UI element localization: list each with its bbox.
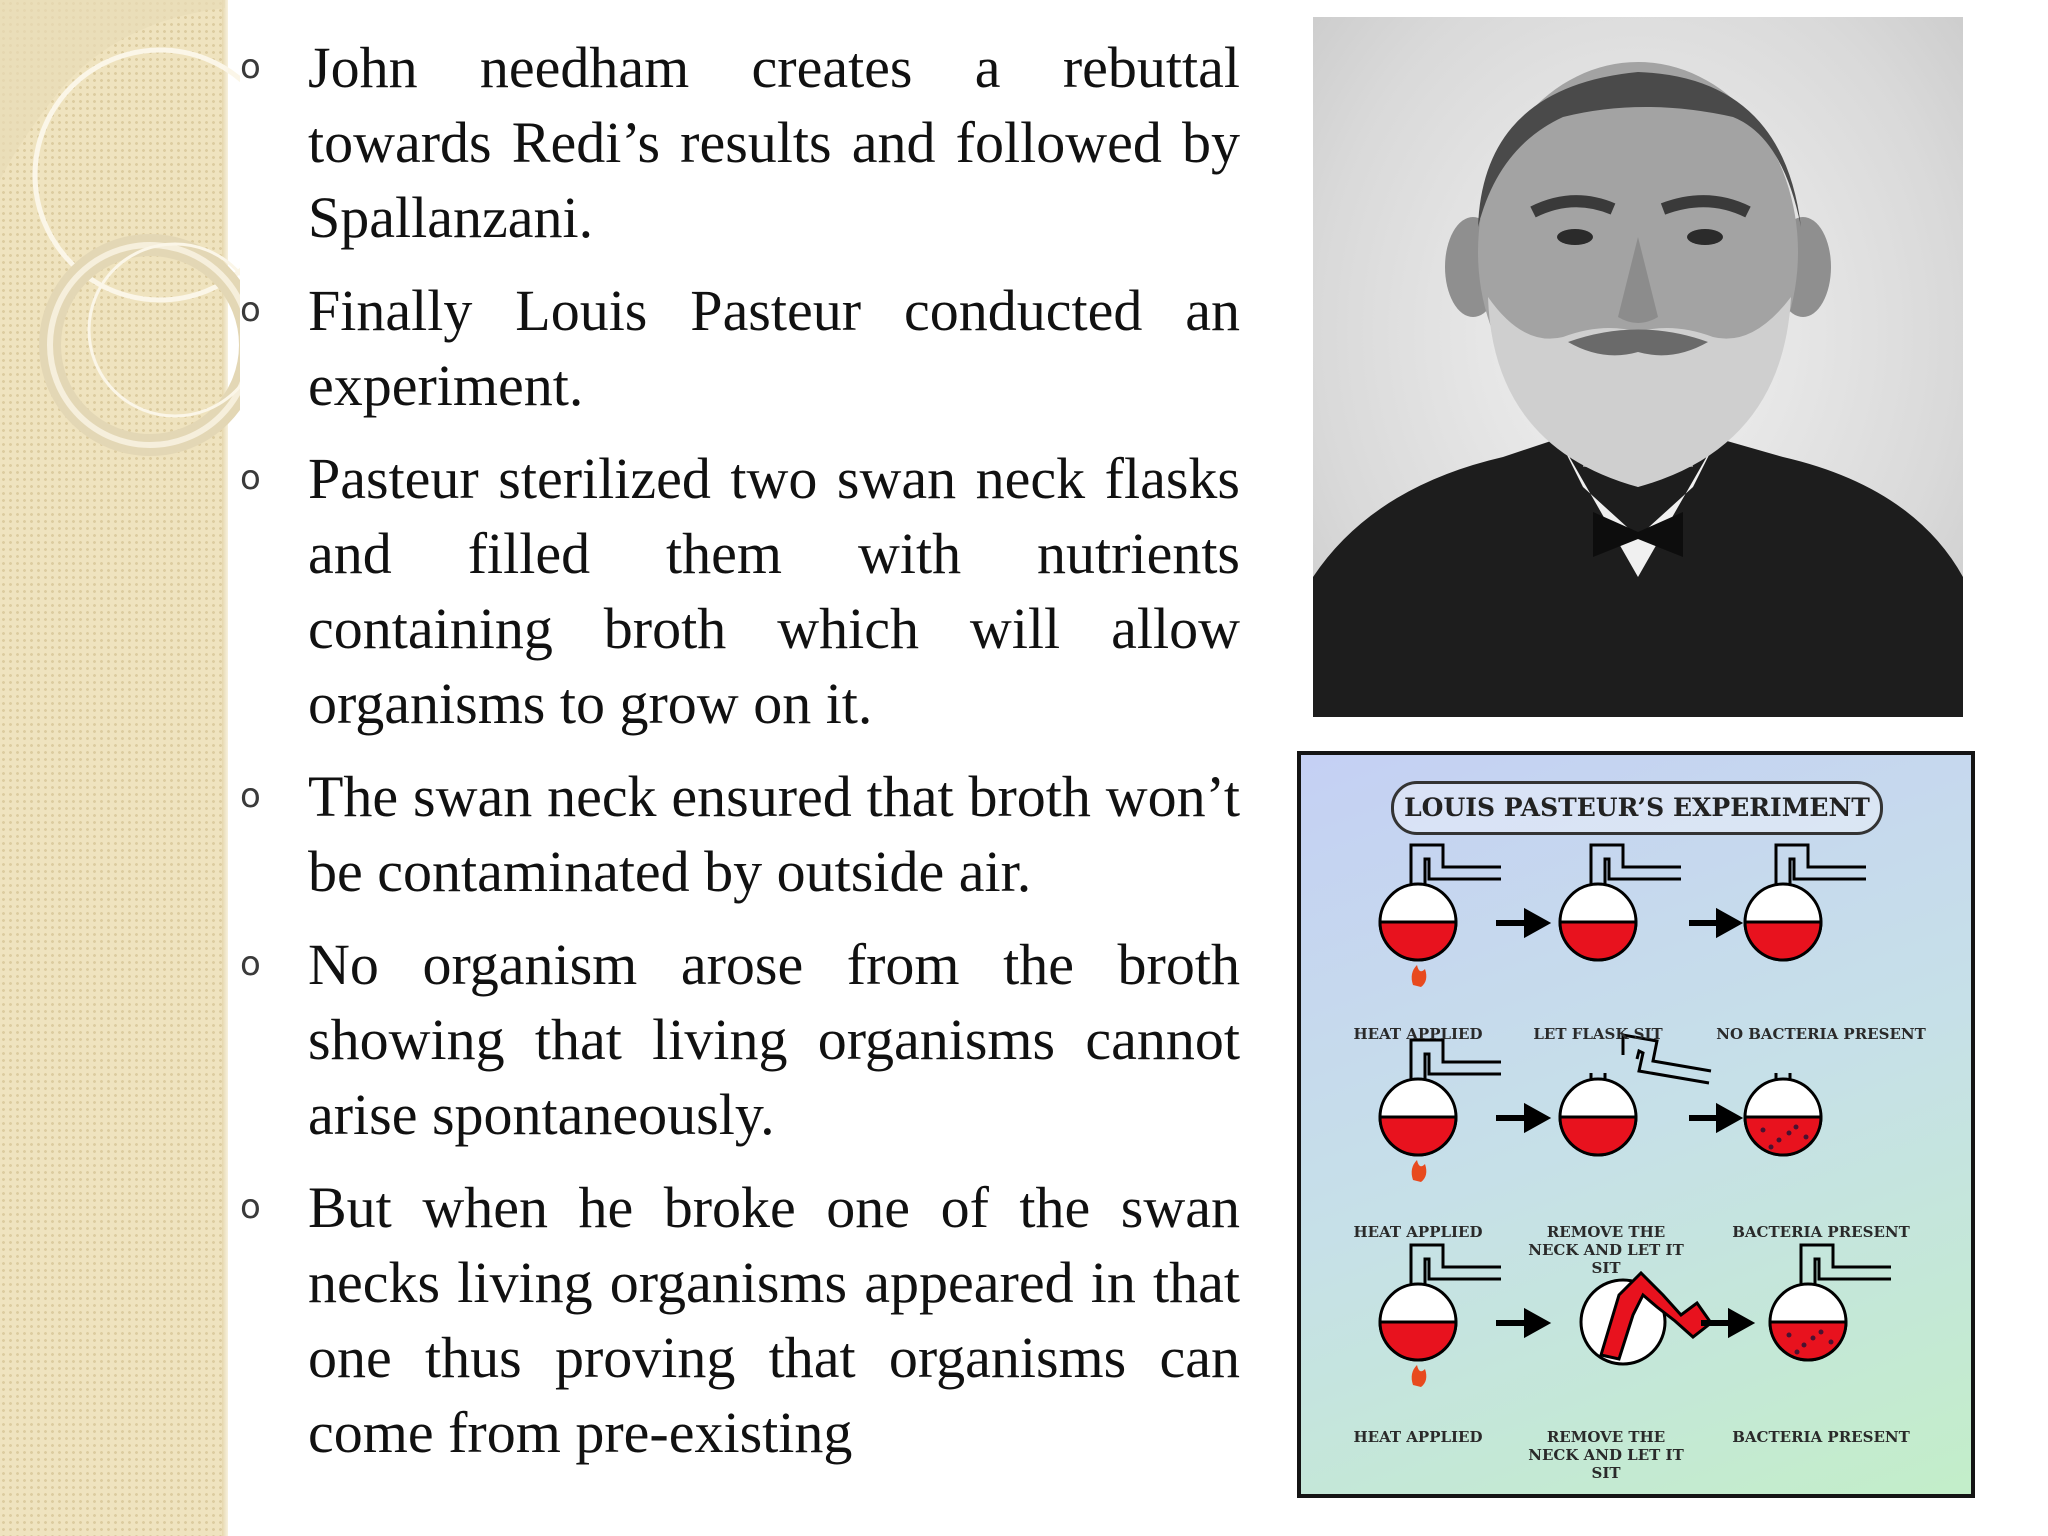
row3-flask2 [1581,1273,1711,1364]
bullet-item [240,759,1240,909]
row2-arrow2 [1689,1108,1737,1128]
deco-corner-shape [0,0,225,180]
row2-flask2 [1560,1035,1711,1155]
bullet-marker: o [240,1187,261,1227]
row1-flask3 [1745,845,1866,960]
row2-flask3 [1745,1073,1821,1155]
bullet-item [240,441,1240,741]
row1-flask1 [1380,845,1501,987]
row1-label-2: LET FLASK SIT [1533,1025,1663,1043]
bullet-text: But when he broke one of the swan necks living organisms appeared in that one thus proving that organisms can come from pre-existing [308,1175,1240,1465]
portrait-eye-left [1557,229,1593,245]
row3-flask3 [1770,1245,1891,1360]
diagram-title: LOUIS PASTEUR’S EXPERIMENT [1391,781,1883,835]
row1-flask2 [1560,845,1681,960]
portrait-illustration [1313,17,1963,717]
row3-label-3: BACTERIA PRESENT [1732,1428,1910,1446]
portrait-photo [1313,17,1963,717]
bullet-item [240,1170,1240,1470]
decorative-rings [0,0,240,520]
bullet-marker: o [240,458,261,498]
row3-label-2: REMOVE THE NECK AND LET IT SIT [1528,1428,1684,1482]
bullet-marker: o [240,47,261,87]
bullet-text: The swan neck ensured that broth won’t be contaminated by outside air. [308,764,1240,904]
bullet-item [240,273,1240,423]
bullet-list [240,30,1240,1488]
row3-arrow2 [1701,1313,1749,1333]
row1-label-1: HEAT APPLIED [1353,1025,1483,1043]
row1-arrow2 [1689,913,1737,933]
portrait-eye-right [1687,229,1723,245]
bullet-text: John needham creates a rebuttal towards Redi’s results and followed by Spallanzani. [308,35,1240,250]
row3-arrow1 [1496,1313,1545,1333]
row2-flask1 [1380,1040,1501,1182]
bullet-marker: o [240,776,261,816]
bullet-text: Finally Louis Pasteur conducted an experiment. [308,278,1240,418]
bullet-item [240,30,1240,255]
row1-arrow1 [1496,913,1545,933]
row3-flask1 [1380,1245,1501,1387]
bullet-item [240,927,1240,1152]
bullet-marker: o [240,290,261,330]
bullet-text: No organism arose from the broth showing that living organisms cannot arise spontaneously. [308,932,1240,1147]
row2-label-2: REMOVE THE NECK AND LET IT SIT [1528,1223,1684,1277]
row2-label-3: BACTERIA PRESENT [1732,1223,1910,1241]
experiment-diagram [1297,751,1975,1498]
row1-label-3: NO BACTERIA PRESENT [1716,1025,1926,1043]
row2-arrow1 [1496,1108,1545,1128]
diagram-graphics [1301,755,1971,1494]
row2-label-1: HEAT APPLIED [1353,1223,1483,1241]
row3-label-1: HEAT APPLIED [1353,1428,1483,1446]
bullet-marker: o [240,944,261,984]
bullet-text: Pasteur sterilized two swan neck flasks and filled them with nutrients containing broth which will allow organisms to grow on it. [308,446,1240,736]
